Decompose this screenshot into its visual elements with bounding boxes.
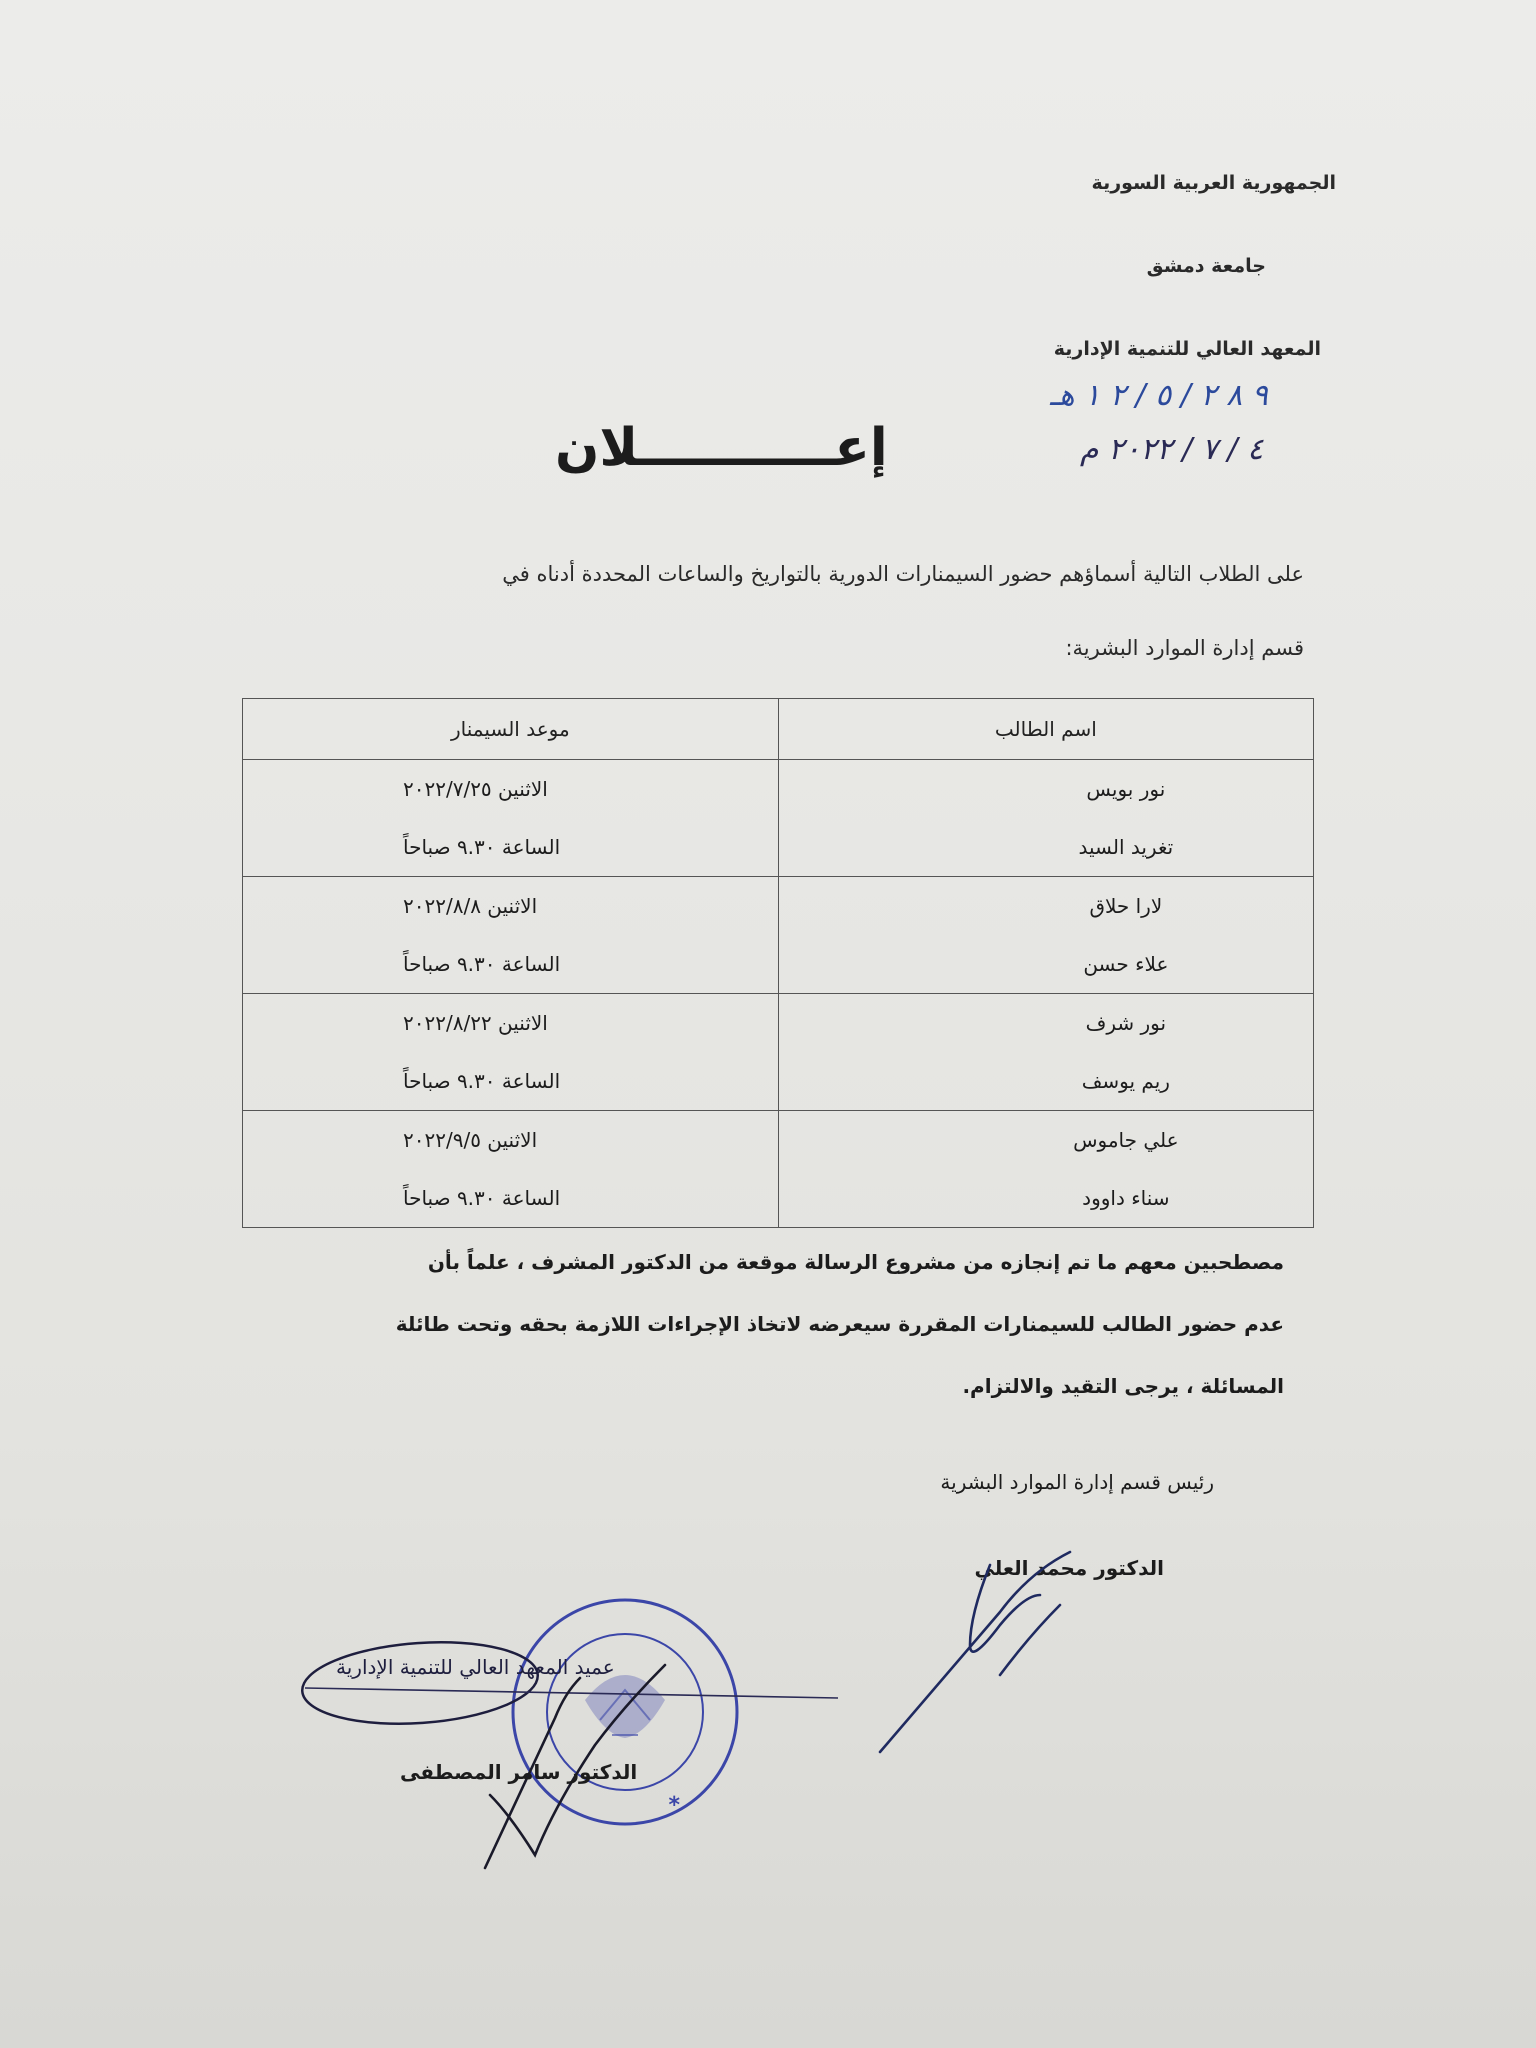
- seminar-time: الساعة ٩.٣٠ صباحاً: [403, 1069, 561, 1093]
- seminar-day: الاثنين ٢٠٢٢/٨/٨: [403, 894, 538, 918]
- ink-oval: [299, 1635, 540, 1731]
- student-name: نور بويس: [1086, 777, 1166, 801]
- announcement-title: إعـــــــــــلان: [555, 418, 888, 478]
- body-line-3: المسائلة ، يرجى التقيد والالتزام.: [962, 1374, 1284, 1398]
- seminar-time: الساعة ٩.٣٠ صباحاً: [403, 952, 561, 976]
- header-seminar-date: موعد السيمنار: [243, 699, 779, 760]
- schedule-cell: [243, 877, 779, 994]
- table-row: [243, 877, 1314, 994]
- student-name: تغريد السيد: [1078, 835, 1174, 859]
- schedule-cell: [243, 760, 779, 877]
- handwritten-gregorian-date: ٤ / ٧ / ٢٠٢٢ م: [1080, 432, 1264, 467]
- intro-line-2: قسم إدارة الموارد البشرية:: [1065, 636, 1304, 660]
- students-cell: [778, 877, 1313, 994]
- stamp-star: *: [668, 1793, 680, 1818]
- dean-name: الدكتور سامر المصطفى: [400, 1760, 638, 1784]
- seminar-time: الساعة ٩.٣٠ صباحاً: [403, 1186, 561, 1210]
- header-student-name: اسم الطالب: [778, 699, 1313, 760]
- letterhead-university: جامعة دمشق: [1146, 255, 1266, 277]
- students-cell: [778, 760, 1313, 877]
- table-header-row: [243, 699, 1314, 760]
- student-name: ريم يوسف: [1081, 1069, 1170, 1093]
- dean-title: عميد المعهد العالي للتنمية الإدارية: [336, 1655, 615, 1679]
- official-stamp: [513, 1600, 737, 1824]
- ink-underline: [305, 1688, 838, 1698]
- seminar-day: الاثنين ٢٠٢٢/٧/٢٥: [403, 777, 548, 801]
- seminar-day: الاثنين ٢٠٢٢/٩/٥: [403, 1128, 538, 1152]
- intro-line-1: على الطلاب التالية أسماؤهم حضور السيمنارات الدورية بالتواريخ والساعات المحددة أدناه في: [502, 562, 1304, 586]
- hr-signature: [880, 1552, 1070, 1752]
- student-name: علاء حسن: [1083, 952, 1169, 976]
- students-cell: [778, 994, 1313, 1111]
- hr-head-title: رئيس قسم إدارة الموارد البشرية: [940, 1470, 1214, 1494]
- letterhead-institute: المعهد العالي للتنمية الإدارية: [1053, 338, 1321, 360]
- seminar-day: الاثنين ٢٠٢٢/٨/٢٢: [403, 1011, 548, 1035]
- table-row: [243, 760, 1314, 877]
- seminar-schedule-table: [242, 698, 1314, 1228]
- body-line-1: مصطحبين معهم ما تم إنجازه من مشروع الرسالة موقعة من الدكتور المشرف ، علماً بأن: [427, 1250, 1284, 1274]
- student-name: سناء داوود: [1082, 1186, 1170, 1210]
- body-line-2: عدم حضور الطالب للسيمنارات المقررة سيعرضه لاتخاذ الإجراءات اللازمة بحقه وتحت طائلة: [395, 1312, 1284, 1336]
- table-row: [243, 994, 1314, 1111]
- letterhead-country: الجمهورية العربية السورية: [1091, 172, 1336, 194]
- student-name: نور شرف: [1085, 1011, 1167, 1035]
- student-name: علي جاموس: [1073, 1128, 1179, 1152]
- seminar-time: الساعة ٩.٣٠ صباحاً: [403, 835, 561, 859]
- table-row: [243, 1111, 1314, 1228]
- students-cell: [778, 1111, 1313, 1228]
- hr-head-name: الدكتور محمد العلي: [974, 1556, 1164, 1580]
- student-name: لارا حلاق: [1089, 894, 1163, 918]
- handwritten-hijri-date: ٩ ٨ ٢ / ٥ / ٢ ١ هـ: [1050, 378, 1268, 413]
- schedule-cell: [243, 994, 779, 1111]
- schedule-cell: [243, 1111, 779, 1228]
